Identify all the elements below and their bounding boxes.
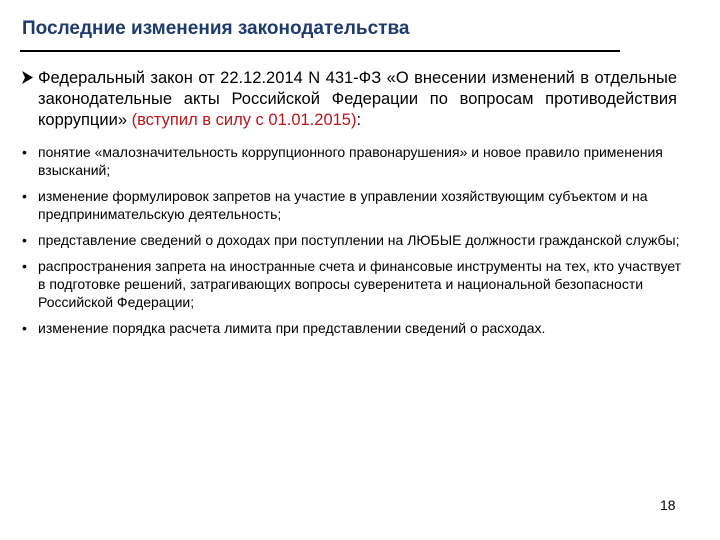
lead-paragraph bbox=[22, 68, 677, 131]
list-item bbox=[22, 187, 682, 223]
list-item-text: изменение порядка расчета лимита при представлении сведений о расходах. bbox=[38, 320, 546, 336]
list-item bbox=[22, 231, 682, 249]
list-item-text: представление сведений о доходах при поступлении на ЛЮБЫЕ должности гражданской службы; bbox=[38, 232, 680, 248]
list-item-text: распространения запрета на иностранные счета и финансовые инструменты на тех, кто участвует в подготовке решений, затрагивающих вопросы суверенитета и национальной безопасности Российской Федерации; bbox=[38, 258, 682, 310]
bullet-dot: • bbox=[22, 144, 27, 160]
list-item-text: понятие «малозначительность коррупционного правонарушения» и новое правило применения взысканий; bbox=[38, 144, 663, 178]
lead-colon: : bbox=[356, 111, 362, 129]
lead-effective-date: (вступил в силу с 01.01.2015) bbox=[131, 111, 357, 129]
lead-text bbox=[38, 68, 677, 131]
list-item-text: изменение формулировок запретов на участие в управлении хозяйствующим субъектом и на предпринимательскую деятельность; bbox=[38, 188, 648, 222]
bullet-dot: • bbox=[22, 320, 27, 336]
bullet-dot: • bbox=[22, 232, 27, 248]
list-item bbox=[22, 319, 682, 337]
page-number: 18 bbox=[660, 497, 676, 513]
bullet-dot: • bbox=[22, 258, 27, 274]
arrow-bullet-icon bbox=[22, 68, 38, 131]
title-divider bbox=[20, 50, 620, 52]
lead-law-title: Федеральный закон от 22.12.2014 N 431-ФЗ «О внесении изменений в отдельные законодательные акты Российской Федерации по вопросам противодействия коррупции» bbox=[38, 69, 677, 129]
bullet-dot: • bbox=[22, 188, 27, 204]
list-item bbox=[22, 257, 682, 311]
changes-list bbox=[22, 143, 682, 345]
list-item bbox=[22, 143, 682, 179]
slide-title: Последние изменения законодательства bbox=[22, 18, 410, 39]
